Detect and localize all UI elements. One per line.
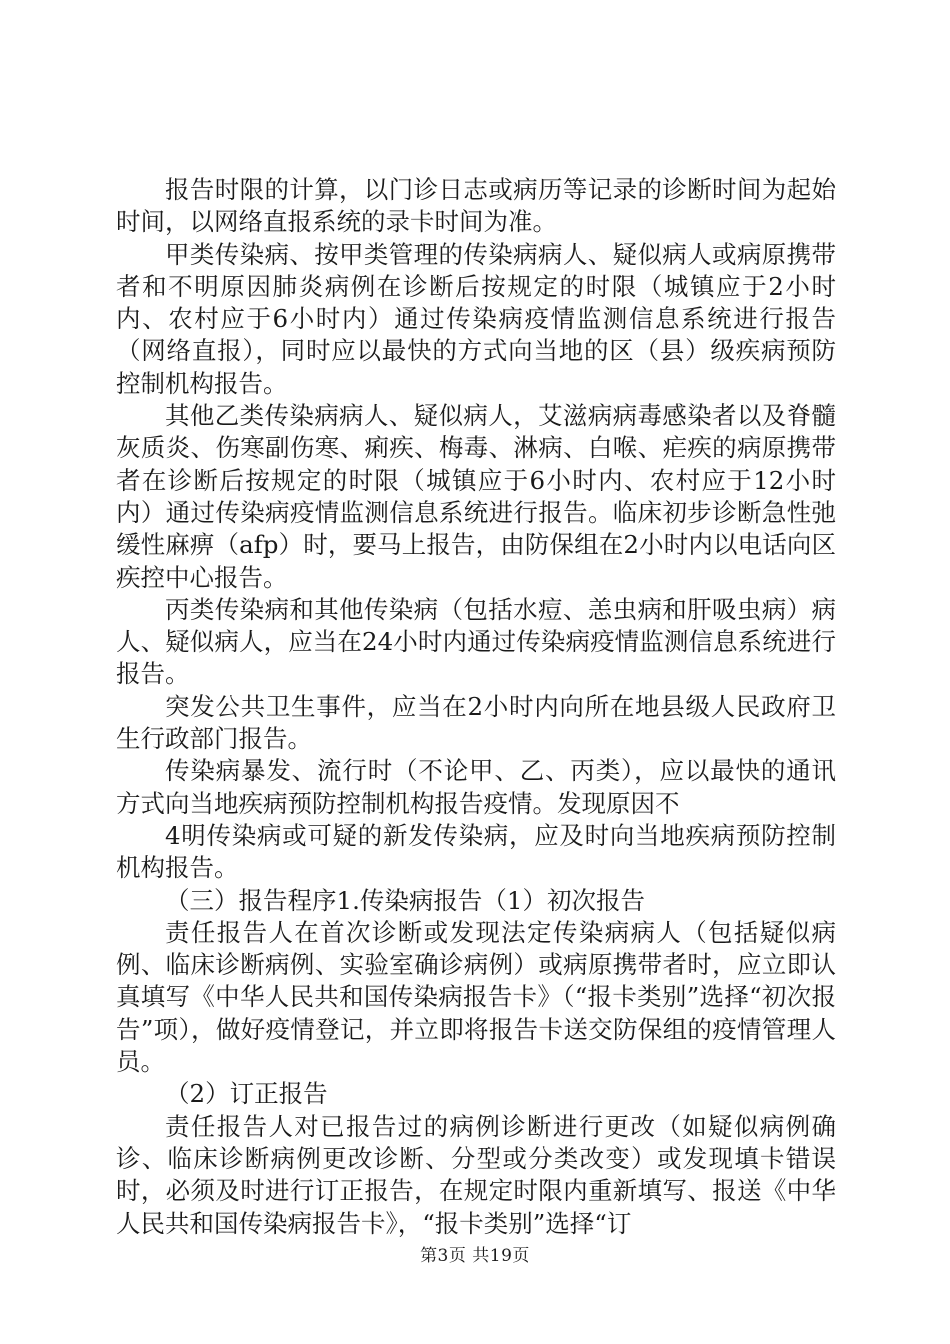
page-number-footer: 第3页 共19页	[420, 1246, 530, 1266]
paragraph-report-time-calculation: 报告时限的计算，以门诊日志或病历等记录的诊断时间为起始时间，以网络直报系统的录卡时间为准。	[116, 175, 836, 237]
paragraph-initial-report: 责任报告人在首次诊断或发现法定传染病病人（包括疑似病例、临床诊断病例、实验室确诊病例）或病原携带者时，应立即认真填写《中华人民共和国传染病报告卡》（“报卡类别”选择“初次报告”项），做好疫情登记，并立即将报告卡送交防保组的疫情管理人员。	[116, 917, 836, 1077]
paragraph-unknown-disease: 4明传染病或可疑的新发传染病，应及时向当地疾病预防控制机构报告。	[116, 820, 836, 883]
paragraph-outbreak-reporting: 传染病暴发、流行时（不论甲、乙、丙类），应以最快的通讯方式向当地疾病预防控制机构报告疫情。发现原因不	[116, 756, 836, 818]
heading-corrected-report: （2）订正报告	[165, 1079, 328, 1109]
heading-report-procedure: （三）报告程序1.传染病报告（1）初次报告	[165, 885, 645, 915]
document-body	[116, 174, 836, 1240]
paragraph-class-c-reporting: 丙类传染病和其他传染病（包括水痘、恙虫病和肝吸虫病）病人、疑似病人，应当在24小时内通过传染病疫情监测信息系统进行报告。	[116, 594, 836, 689]
paragraph-class-b-reporting: 其他乙类传染病病人、疑似病人，艾滋病病毒感染者以及脊髓灰质炎、伤寒副伤寒、痢疾、梅毒、淋病、白喉、疟疾的病原携带者在诊断后按规定的时限（城镇应于6小时内、农村应于12小时内）通过传染病疫情监测信息系统进行报告。临床初步诊断急性弛缓性麻痹（afp）时，要马上报告，由防保组在2小时内以电话向区疾控中心报告。	[116, 401, 836, 592]
paragraph-corrected-report: 责任报告人对已报告过的病例诊断进行更改（如疑似病例确诊、临床诊断病例更改诊断、分型或分类改变）或发现填卡错误时，必须及时进行订正报告，在规定时限内重新填写、报送《中华人民共和国传染病报告卡》，“报卡类别”选择“订	[116, 1111, 836, 1238]
paragraph-public-health-event: 突发公共卫生事件，应当在2小时内向所在地县级人民政府卫生行政部门报告。	[116, 691, 836, 754]
paragraph-class-a-reporting: 甲类传染病、按甲类管理的传染病病人、疑似病人或病原携带者和不明原因肺炎病例在诊断后按规定的时限（城镇应于2小时内、农村应于6小时内）通过传染病疫情监测信息系统进行报告（网络直报），同时应以最快的方式向当地的区（县）级疾病预防控制机构报告。	[116, 239, 836, 398]
